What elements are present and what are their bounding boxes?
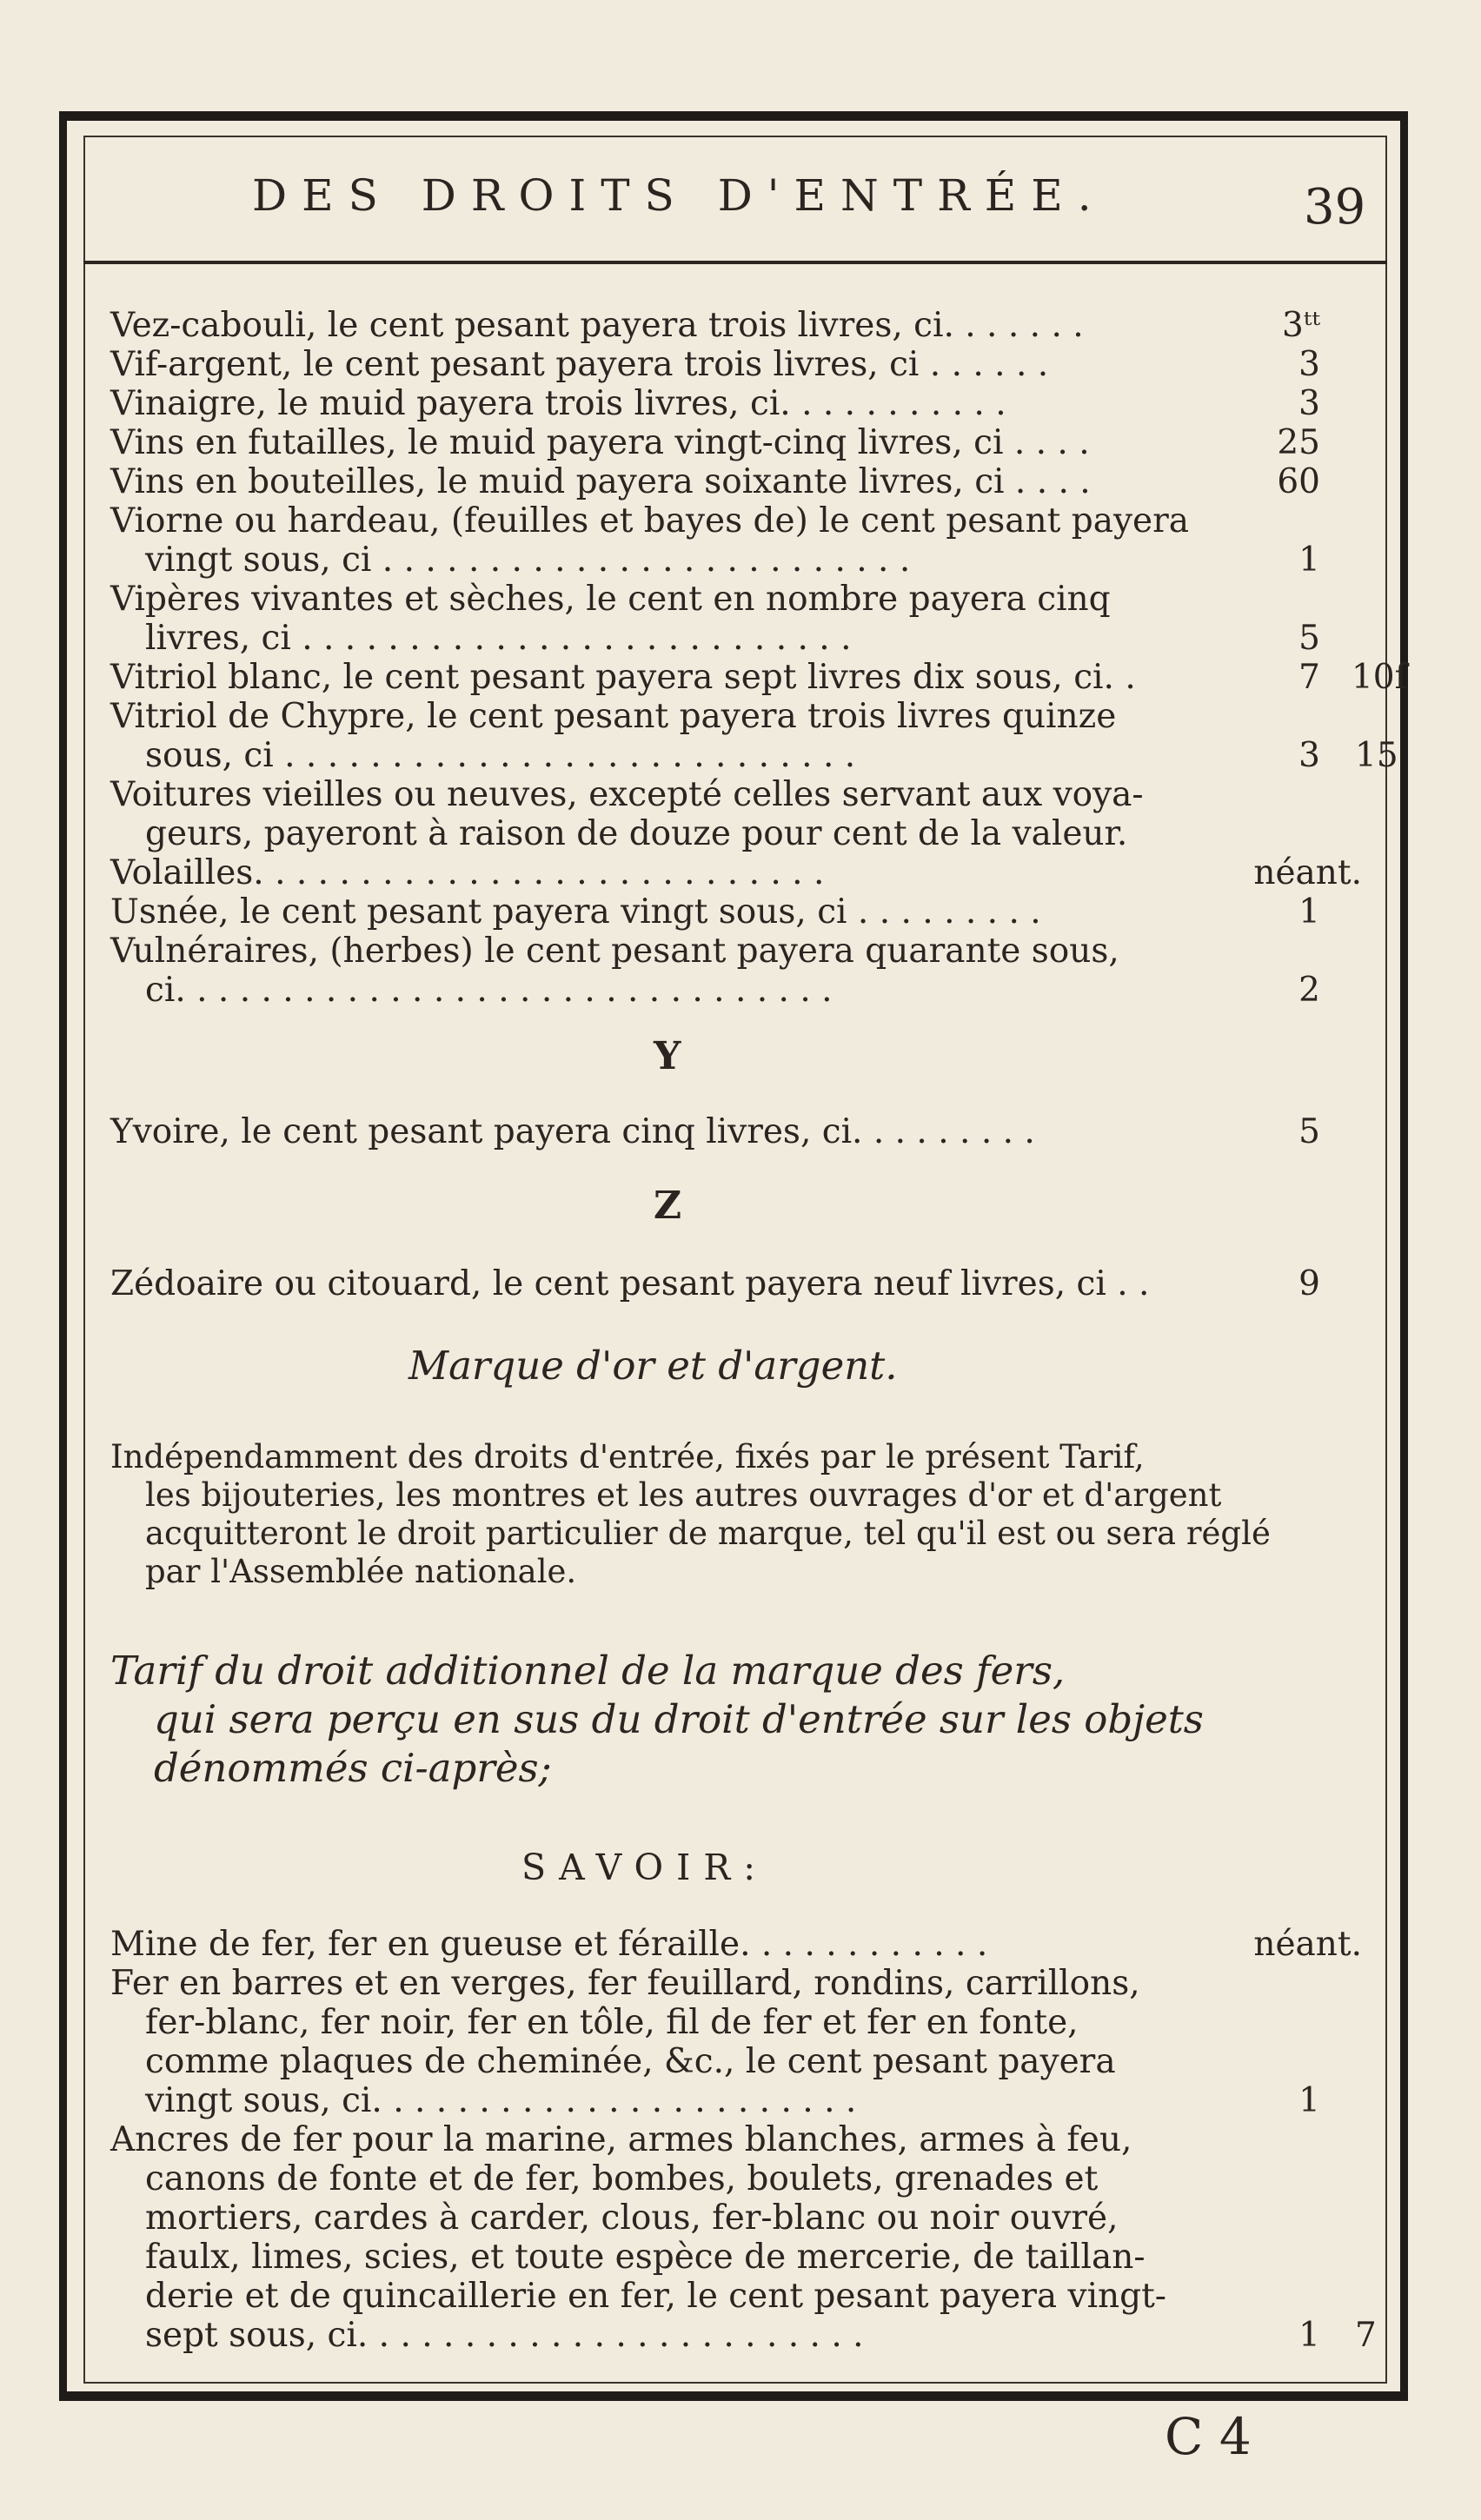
tariff-entry xyxy=(110,423,1345,462)
entry-line: Usnée, le cent pesant payera vingt sous, ci . . . . . . . . . xyxy=(110,892,1041,932)
signature-mark: C 4 xyxy=(1165,2407,1252,2466)
entry-line: Vitriol blanc, le cent pesant payera sept livres dix sous, ci. . xyxy=(110,658,1136,697)
entry-value: 5 xyxy=(1298,619,1320,658)
tariff-entries-v xyxy=(110,306,1407,1010)
entry-line: Vitriol de Chypre, le cent pesant payera trois livres quinze xyxy=(110,697,1117,736)
entry-line: faulx, limes, scies, et toute espèce de mercerie, de taillan- xyxy=(145,2238,1146,2277)
entry-line: Volailles. . . . . . . . . . . . . . . . . . . . . . . . . . . xyxy=(110,853,825,892)
entry-text xyxy=(110,892,1240,932)
entry-value: néant. xyxy=(1253,853,1362,892)
entry-value: 9 xyxy=(1298,1264,1320,1303)
entry-line: Vif-argent, le cent pesant payera trois livres, ci . . . . . . xyxy=(110,345,1049,384)
entry-line: Fer en barres et en verges, fer feuillard, rondins, carrillons, xyxy=(110,1964,1140,2003)
tariff-entry-yvoire xyxy=(110,1112,1345,1151)
tariff-entry xyxy=(110,932,1345,1010)
tarif-title xyxy=(110,1647,1345,1793)
entry-value: 2 xyxy=(1298,971,1320,1010)
entry-value: 3 xyxy=(1298,736,1320,775)
entry-line: mortiers, cardes à carder, clous, fer-blanc ou noir ouvré, xyxy=(145,2198,1119,2238)
tariff-entry xyxy=(110,1964,1345,2120)
tariff-entry xyxy=(110,1925,1362,1964)
entry-value: 1 xyxy=(1298,2081,1320,2120)
tariff-entry xyxy=(110,853,1362,892)
entry-line: Vins en futailles, le muid payera vingt-cinq livres, ci . . . . xyxy=(110,423,1090,462)
entry-line: livres, ci . . . . . . . . . . . . . . . . . . . . . . . . . . xyxy=(145,619,852,658)
entry-line: Viorne ou hardeau, (feuilles et bayes de) le cent pesant payera xyxy=(110,501,1189,540)
entry-text xyxy=(110,384,1240,423)
tariff-entry xyxy=(110,462,1345,501)
tariff-entry xyxy=(110,306,1345,345)
entry-line: Vinaigre, le muid payera trois livres, ci. . . . . . . . . . . xyxy=(110,384,1006,423)
entry-line: derie et de quincaillerie en fer, le cent pesant payera vingt- xyxy=(145,2277,1166,2316)
entry-value: 3ᵗᵗ xyxy=(1281,306,1320,345)
entry-line: Vez-cabouli, le cent pesant payera trois livres, ci. . . . . . . xyxy=(110,306,1084,345)
entry-line: ci. . . . . . . . . . . . . . . . . . . . . . . . . . . . . . . xyxy=(145,971,833,1010)
entry-text xyxy=(110,697,1240,775)
entry-text xyxy=(110,658,1240,697)
entry-value: 1 xyxy=(1298,2316,1320,2355)
entry-line: Ancres de fer pour la marine, armes blanches, armes à feu, xyxy=(110,2120,1132,2159)
entry-line: vingt sous, ci. . . . . . . . . . . . . . . . . . . . . . . xyxy=(145,2081,857,2120)
entry-line: vingt sous, ci . . . . . . . . . . . . . . . . . . . . . . . . . xyxy=(145,540,911,580)
header-rule xyxy=(83,261,1387,264)
entry-text xyxy=(110,306,1240,345)
entry-value: 1 xyxy=(1298,540,1320,580)
entry-text xyxy=(110,462,1240,501)
tariff-entry xyxy=(110,345,1345,384)
entry-line: Vins en bouteilles, le muid payera soixante livres, ci . . . . xyxy=(110,462,1091,501)
entry-value: 1 xyxy=(1298,892,1320,932)
entry-value-secondary: 7 xyxy=(1355,2316,1377,2355)
entry-line: sept sous, ci. . . . . . . . . . . . . . . . . . . . . . . . xyxy=(145,2316,864,2355)
entry-text xyxy=(110,1964,1240,2120)
section-title-marque: Marque d'or et d'argent. xyxy=(408,1343,898,1389)
tariff-entry-zedoaire xyxy=(110,1264,1345,1303)
entry-line: fer-blanc, fer noir, fer en tôle, fil de fer et fer en fonte, xyxy=(145,2003,1079,2042)
entry-text: Zédoaire ou citouard, le cent pesant payera neuf livres, ci . . xyxy=(110,1264,1150,1303)
entry-line: canons de fonte et de fer, bombes, boulets, grenades et xyxy=(145,2159,1099,2198)
tariff-entry xyxy=(110,501,1345,580)
entry-text xyxy=(110,853,1240,892)
marque-paragraph xyxy=(110,1438,1327,1591)
tarif-rest: qui sera perçu en sus du droit d'entrée sur les objets dénommés ci-après; xyxy=(154,1696,1204,1791)
entry-value: 7 xyxy=(1298,658,1320,697)
tariff-entry xyxy=(110,2120,1377,2355)
entry-text xyxy=(110,580,1240,658)
entry-text xyxy=(110,501,1240,580)
entry-value: néant. xyxy=(1253,1925,1362,1964)
section-letter-z: Z xyxy=(654,1184,682,1228)
entry-text xyxy=(110,345,1240,384)
entry-text xyxy=(110,932,1240,1010)
entry-value: 3 xyxy=(1298,345,1320,384)
savoir-heading: SAVOIR: xyxy=(521,1847,769,1888)
marque-rest: les bijouteries, les montres et les autres ouvrages d'or et d'argent acquitteront le droit particulier de marque, tel qu'il est ou sera réglé par l'Assemblée nationale. xyxy=(145,1476,1271,1590)
entry-line: Voitures vieilles ou neuves, excepté celles servant aux voya- xyxy=(110,775,1144,814)
entry-line: Mine de fer, fer en gueuse et féraille. . . . . . . . . . . . xyxy=(110,1925,988,1964)
tariff-entries-fer xyxy=(110,1925,1377,2355)
entry-line: Vipères vivantes et sèches, le cent en nombre payera cinq xyxy=(110,580,1111,619)
entry-line: Vulnéraires, (herbes) le cent pesant payera quarante sous, xyxy=(110,932,1119,971)
entry-value: 25 xyxy=(1277,423,1320,462)
section-letter-y: Y xyxy=(654,1034,681,1078)
entry-text xyxy=(110,775,1345,853)
tariff-entry xyxy=(110,384,1345,423)
entry-value: 60 xyxy=(1277,462,1320,501)
entry-value-secondary: 15 xyxy=(1355,736,1398,775)
entry-text xyxy=(110,1925,1240,1964)
tarif-first-line: Tarif du droit additionnel de la marque des fers, xyxy=(110,1648,1066,1694)
entry-value-secondary: 10ſ xyxy=(1351,658,1407,697)
tariff-entry xyxy=(110,658,1407,697)
entry-line: sous, ci . . . . . . . . . . . . . . . . . . . . . . . . . . . xyxy=(145,736,856,775)
tariff-entry xyxy=(110,697,1398,775)
entry-value: 5 xyxy=(1298,1112,1320,1151)
entry-text xyxy=(110,423,1240,462)
page-number: 39 xyxy=(1304,179,1366,235)
marque-first-line: Indépendamment des droits d'entrée, fixés par le présent Tarif, xyxy=(110,1438,1145,1476)
entry-text xyxy=(110,2120,1240,2355)
entry-text: Yvoire, le cent pesant payera cinq livres, ci. . . . . . . . . xyxy=(110,1112,1035,1151)
running-title: DES DROITS D'ENTRÉE. xyxy=(252,170,1106,221)
entry-value: 3 xyxy=(1298,384,1320,423)
tariff-entry xyxy=(110,580,1345,658)
tariff-entry xyxy=(110,892,1345,932)
tariff-entry xyxy=(110,775,1345,853)
entry-line: comme plaques de cheminée, &c., le cent pesant payera xyxy=(145,2042,1116,2081)
entry-line: geurs, payeront à raison de douze pour cent de la valeur. xyxy=(145,814,1128,853)
